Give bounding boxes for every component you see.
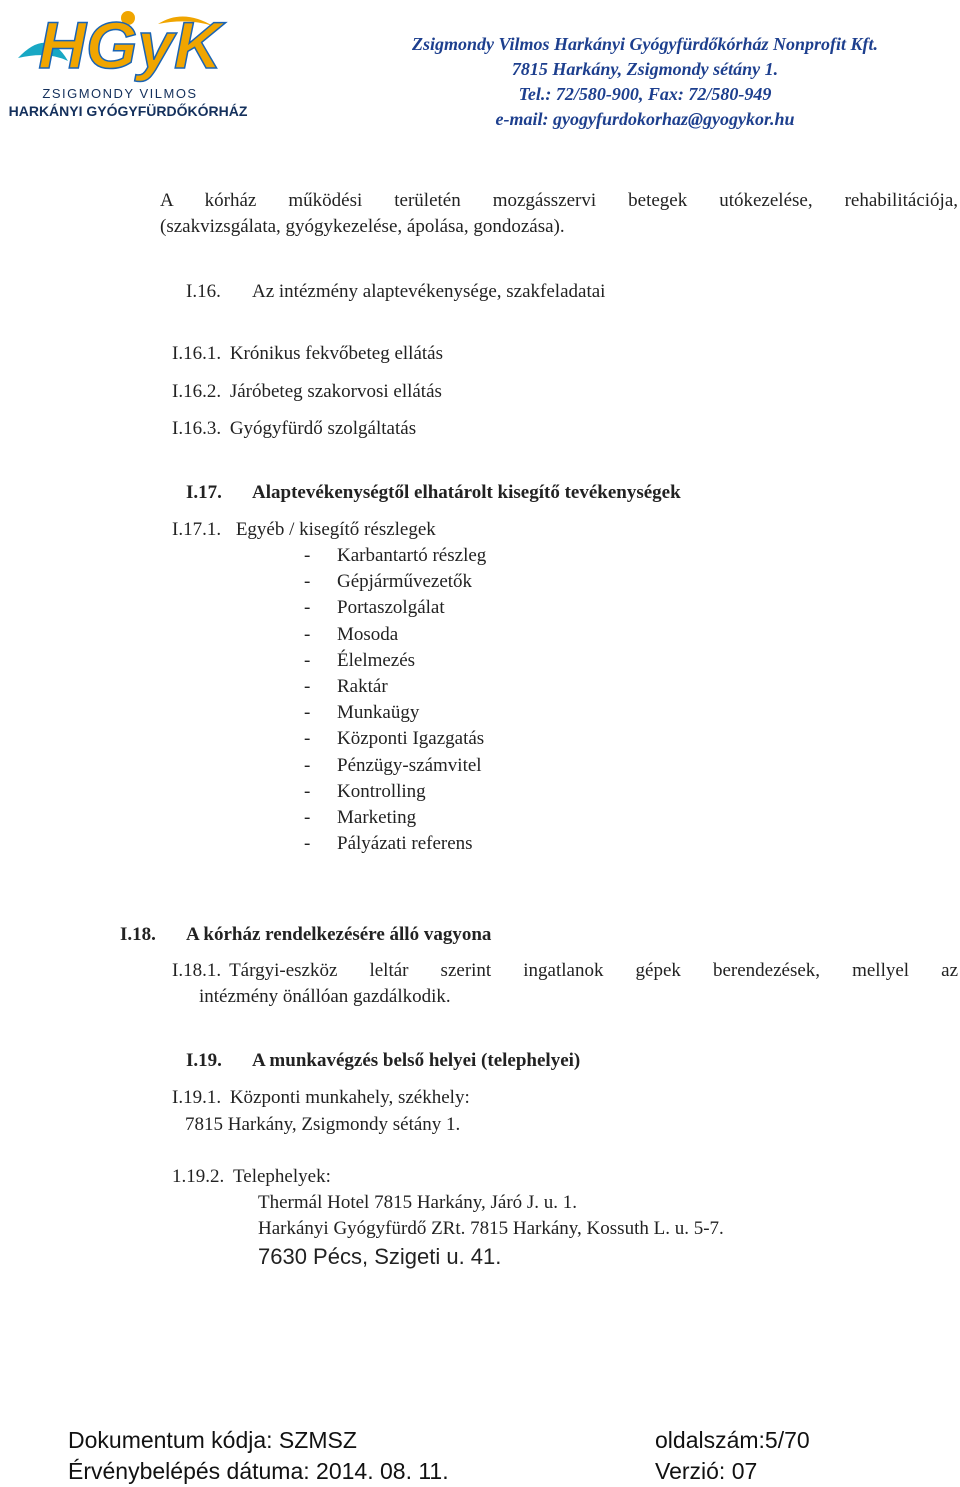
logo-line1: ZSIGMONDY VILMOS <box>42 86 198 101</box>
headquarters-address: 7815 Harkány, Zsigmondy sétány 1. <box>185 1114 461 1135</box>
subsection-number: I.17.1. <box>172 519 222 540</box>
bullet-dash: - <box>304 702 311 724</box>
unit-name: Raktár <box>337 676 388 697</box>
unit-list-item <box>304 702 419 724</box>
org-name: Zsigmondy Vilmos Harkányi Gyógyfürdőkórház Nonprofit Kft. <box>411 34 879 54</box>
header-contact <box>340 32 950 132</box>
bullet-dash: - <box>304 807 311 828</box>
bullet-dash: - <box>304 780 311 802</box>
unit-name: Pályázati referens <box>337 833 473 855</box>
logo-line2: HARKÁNYI GYÓGYFÜRDŐKÓRHÁZ <box>8 103 248 119</box>
site-item: Thermál Hotel 7815 Harkány, Járó J. u. 1. <box>258 1192 578 1213</box>
subsection-19-2 <box>172 1166 331 1188</box>
subsection-title: Egyéb / kisegítő részlegek <box>235 519 436 540</box>
subsection-17-1 <box>172 519 436 541</box>
list-item <box>172 418 416 440</box>
subsection-number: I.18.1. <box>172 960 222 981</box>
unit-name: Pénzügy-számvitel <box>337 754 482 776</box>
section-16-number: I.16. <box>186 281 221 302</box>
logo-mark: HGyK <box>38 8 222 82</box>
unit-list-item <box>304 545 486 567</box>
unit-list-item <box>304 833 473 855</box>
section-18-title: A kórház rendelkezésére álló vagyona <box>186 924 492 945</box>
section-17-number: I.17. <box>186 482 222 503</box>
unit-list-item <box>304 755 482 777</box>
unit-name: Mosoda <box>337 623 399 645</box>
bullet-dash: - <box>304 676 311 697</box>
hospital-logo <box>8 6 253 126</box>
bullet-dash: - <box>304 623 311 645</box>
item-number: I.16.2. <box>172 381 222 402</box>
site-item: Harkányi Gyógyfürdő ZRt. 7815 Harkány, Kossuth L. u. 5-7. <box>258 1218 724 1239</box>
bullet-dash: - <box>304 649 311 671</box>
unit-list-item <box>304 571 472 593</box>
list-item <box>172 343 443 365</box>
org-address: 7815 Harkány, Zsigmondy sétány 1. <box>511 59 779 79</box>
bullet-dash: - <box>304 833 311 855</box>
footer-effective-date: Érvénybelépés dátuma: 2014. 08. 11. <box>68 1458 449 1484</box>
unit-list-item <box>304 650 415 672</box>
section-18-number: I.18. <box>120 924 156 945</box>
bullet-dash: - <box>304 571 311 593</box>
subsection-label: Telephelyek: <box>233 1166 331 1187</box>
unit-name: Élelmezés <box>337 649 416 671</box>
item-number: I.16.1. <box>172 343 222 364</box>
unit-list-item <box>304 807 416 829</box>
unit-list-item <box>304 728 484 750</box>
subsection-number: 1.19.2. <box>172 1166 225 1187</box>
subsection-18-1 <box>172 960 958 982</box>
subsection-label: Központi munkahely, székhely: <box>229 1087 470 1108</box>
unit-name: Marketing <box>337 807 417 828</box>
org-email[interactable]: e-mail: gyogyfurdokorhaz@gyogykor.hu <box>495 109 795 129</box>
item-number: I.16.3. <box>172 418 222 439</box>
footer-page-number: oldalszám:5/70 <box>655 1427 810 1453</box>
unit-name: Központi Igazgatás <box>337 728 485 750</box>
bullet-dash: - <box>304 754 311 776</box>
unit-list-item <box>304 624 398 646</box>
footer-doc-code: Dokumentum kódja: SZMSZ <box>68 1427 357 1453</box>
subsection-19-1 <box>172 1087 470 1109</box>
item-text: Krónikus fekvőbeteg ellátás <box>229 343 443 364</box>
unit-name: Kontrolling <box>337 780 426 802</box>
list-item <box>172 381 442 403</box>
subsection-text-line1: Tárgyi-eszköz leltár szerint ingatlanok gépek berendezések, mellyel az <box>229 960 958 981</box>
unit-list-item <box>304 676 388 698</box>
intro-line2: (szakvizsgálata, gyógykezelése, ápolása, gondozása). <box>160 216 565 237</box>
unit-list-item <box>304 597 445 619</box>
unit-name: Karbantartó részleg <box>337 545 487 566</box>
section-16-title: Az intézmény alaptevékenysége, szakfeladatai <box>252 281 606 302</box>
bullet-dash: - <box>304 597 311 619</box>
org-phone: Tel.: 72/580-900, Fax: 72/580-949 <box>518 84 772 104</box>
section-19-number: I.19. <box>186 1050 222 1071</box>
footer-version: Verzió: 07 <box>655 1458 758 1484</box>
intro-line1: A kórház működési területén mozgásszervi betegek utókezelése, rehabilitációja, <box>160 190 958 211</box>
section-17-title: Alaptevékenységtől elhatárolt kisegítő tevékenységek <box>252 482 681 503</box>
bullet-dash: - <box>304 545 311 566</box>
bullet-dash: - <box>304 728 311 750</box>
unit-name: Munkaügy <box>337 702 420 724</box>
subsection-number: I.19.1. <box>172 1087 222 1108</box>
item-text: Gyógyfürdő szolgáltatás <box>229 418 417 439</box>
section-19-title: A munkavégzés belső helyei (telephelyei) <box>252 1050 581 1071</box>
item-text: Járóbeteg szakorvosi ellátás <box>229 381 442 402</box>
unit-list-item <box>304 781 426 803</box>
site-item: 7630 Pécs, Szigeti u. 41. <box>258 1244 502 1269</box>
unit-name: Gépjárművezetők <box>337 571 473 593</box>
subsection-text-line2: intézmény önállóan gazdálkodik. <box>199 986 451 1007</box>
unit-name: Portaszolgálat <box>337 597 445 619</box>
section-16-heading <box>186 281 221 303</box>
